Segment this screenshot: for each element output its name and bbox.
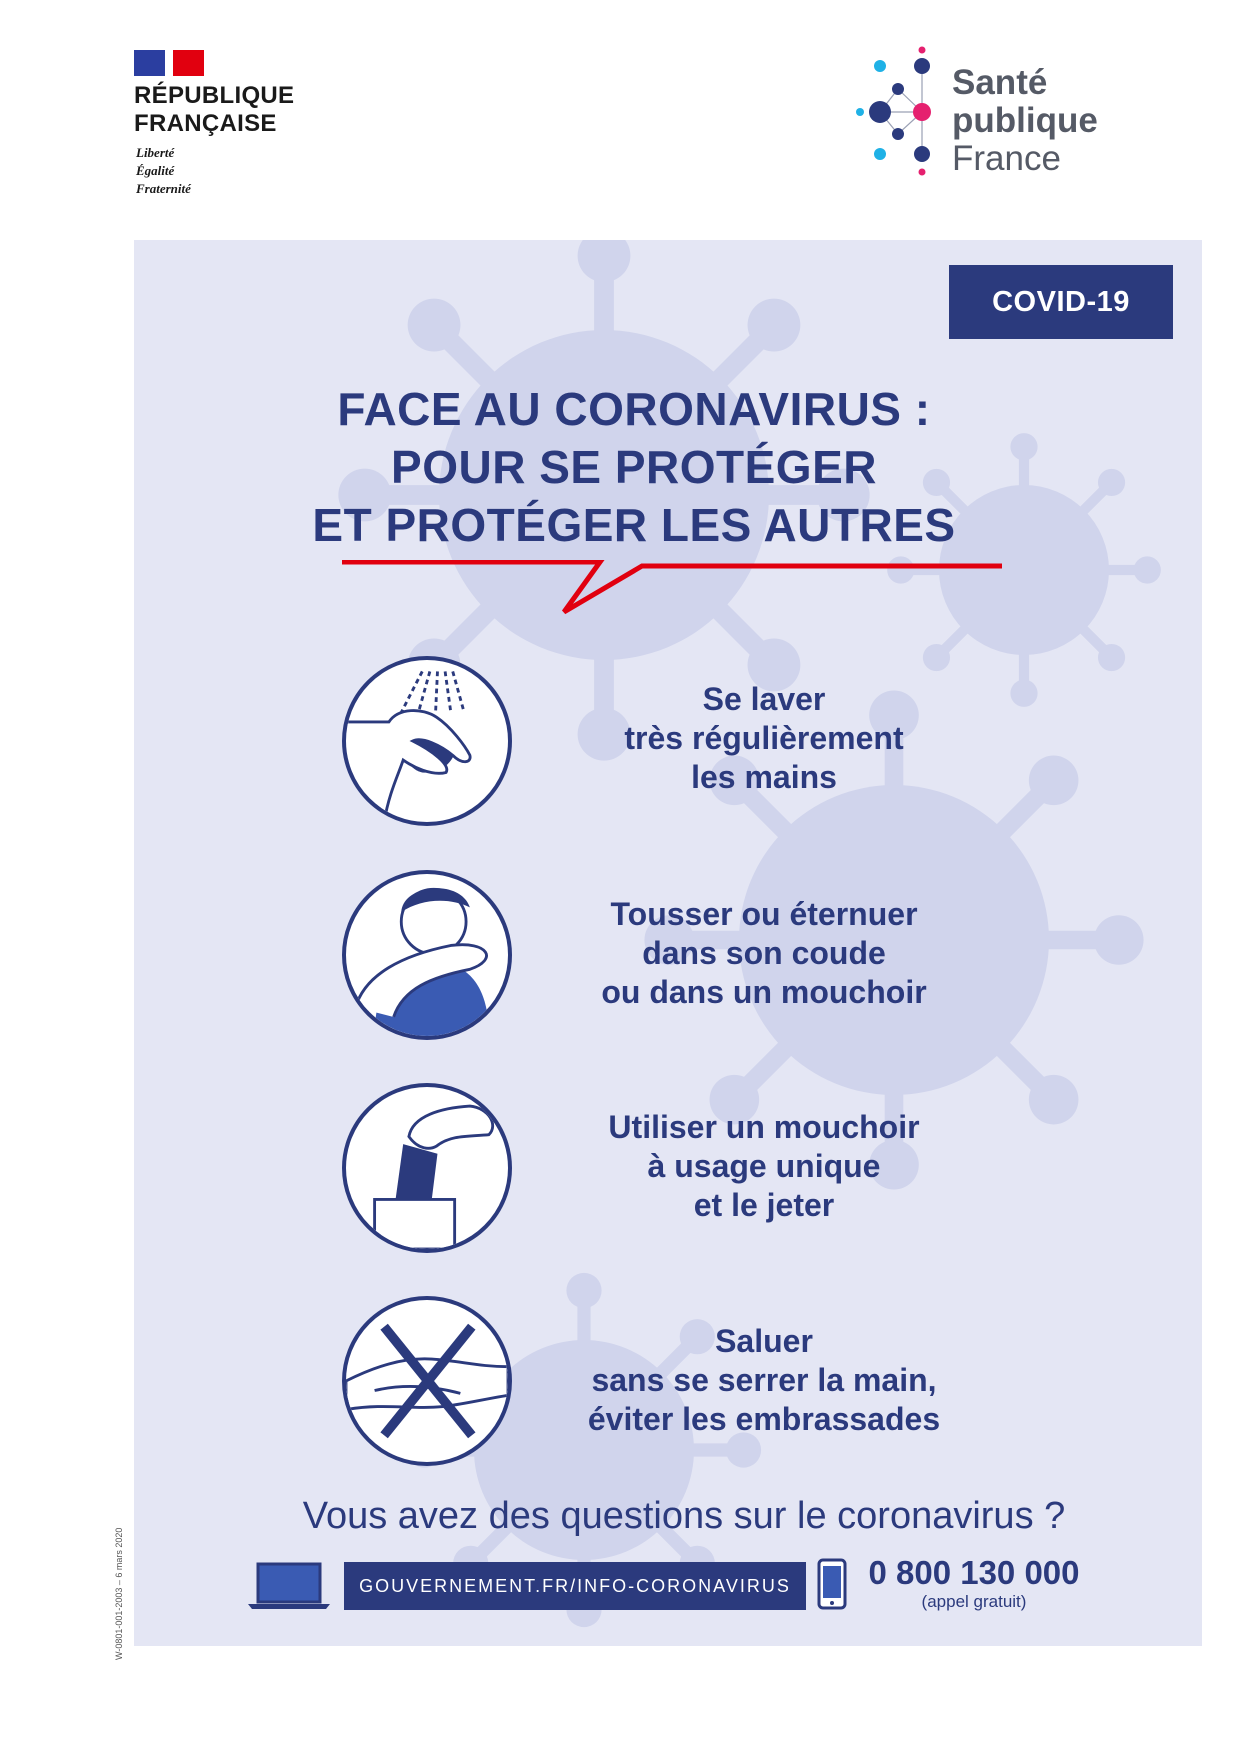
spf-line-2: publique	[952, 101, 1098, 140]
advice-4-line-2: sans se serrer la main,	[591, 1362, 937, 1398]
hand-washing-icon	[342, 656, 512, 826]
spf-network-icon	[840, 44, 950, 194]
covid-badge: COVID-19	[949, 265, 1173, 339]
advice-2-line-1: Tousser ou éternuer	[610, 896, 918, 932]
question-text: Vous avez des questions sur le coronavirus ?	[302, 1495, 1066, 1537]
headline-line-2: POUR SE PROTÉGER	[391, 441, 877, 493]
advice-text	[534, 1108, 994, 1225]
website-link[interactable]: GOUVERNEMENT.FR/INFO-CORONAVIRUS	[344, 1562, 806, 1610]
advice-4-line-3: éviter les embrassades	[587, 1401, 941, 1437]
headline-line-1: FACE AU CORONAVIRUS :	[337, 383, 931, 435]
republique-motto: Liberté Égalité Fraternité	[136, 145, 191, 196]
spf-line-1: Santé	[952, 63, 1048, 102]
headline	[284, 380, 984, 554]
sante-publique-france-logo	[840, 44, 1140, 194]
tissue-box-icon	[342, 1083, 512, 1253]
advice-4-line-1: Saluer	[715, 1323, 813, 1359]
advice-text	[534, 1322, 994, 1439]
advice-3-line-1: Utiliser un mouchoir	[608, 1109, 920, 1145]
spf-line-3: France	[952, 139, 1061, 178]
advice-2-line-2: dans son coude	[642, 935, 886, 971]
advice-text	[534, 680, 994, 797]
phone-icon	[817, 1558, 847, 1610]
speech-bubble-underline	[342, 560, 1002, 620]
phone-note: (appel gratuit)	[921, 1592, 1027, 1611]
laptop-icon	[246, 1562, 332, 1610]
headline-line-3: ET PROTÉGER LES AUTRES	[312, 499, 956, 551]
republique-francaise-name: RÉPUBLIQUE FRANÇAISE	[134, 82, 295, 137]
advice-text	[534, 895, 994, 1012]
advice-1-line-1: Se laver	[702, 681, 826, 717]
french-flag-icon	[134, 50, 204, 76]
cough-elbow-icon	[342, 870, 512, 1040]
no-handshake-icon	[342, 1296, 512, 1466]
document-reference: W-0801-001-2003 – 6 mars 2020	[114, 1527, 124, 1660]
advice-3-line-2: à usage unique	[647, 1148, 881, 1184]
sante-publique-name	[952, 64, 1172, 178]
phone-number[interactable]: 0 800 130 000	[868, 1554, 1080, 1591]
republique-francaise-logo	[134, 50, 334, 200]
advice-1-line-3: les mains	[691, 759, 837, 795]
poster-panel	[134, 240, 1202, 1646]
advice-1-line-2: très régulièrement	[624, 720, 904, 756]
advice-3-line-3: et le jeter	[693, 1187, 835, 1223]
advice-2-line-3: ou dans un mouchoir	[601, 974, 927, 1010]
